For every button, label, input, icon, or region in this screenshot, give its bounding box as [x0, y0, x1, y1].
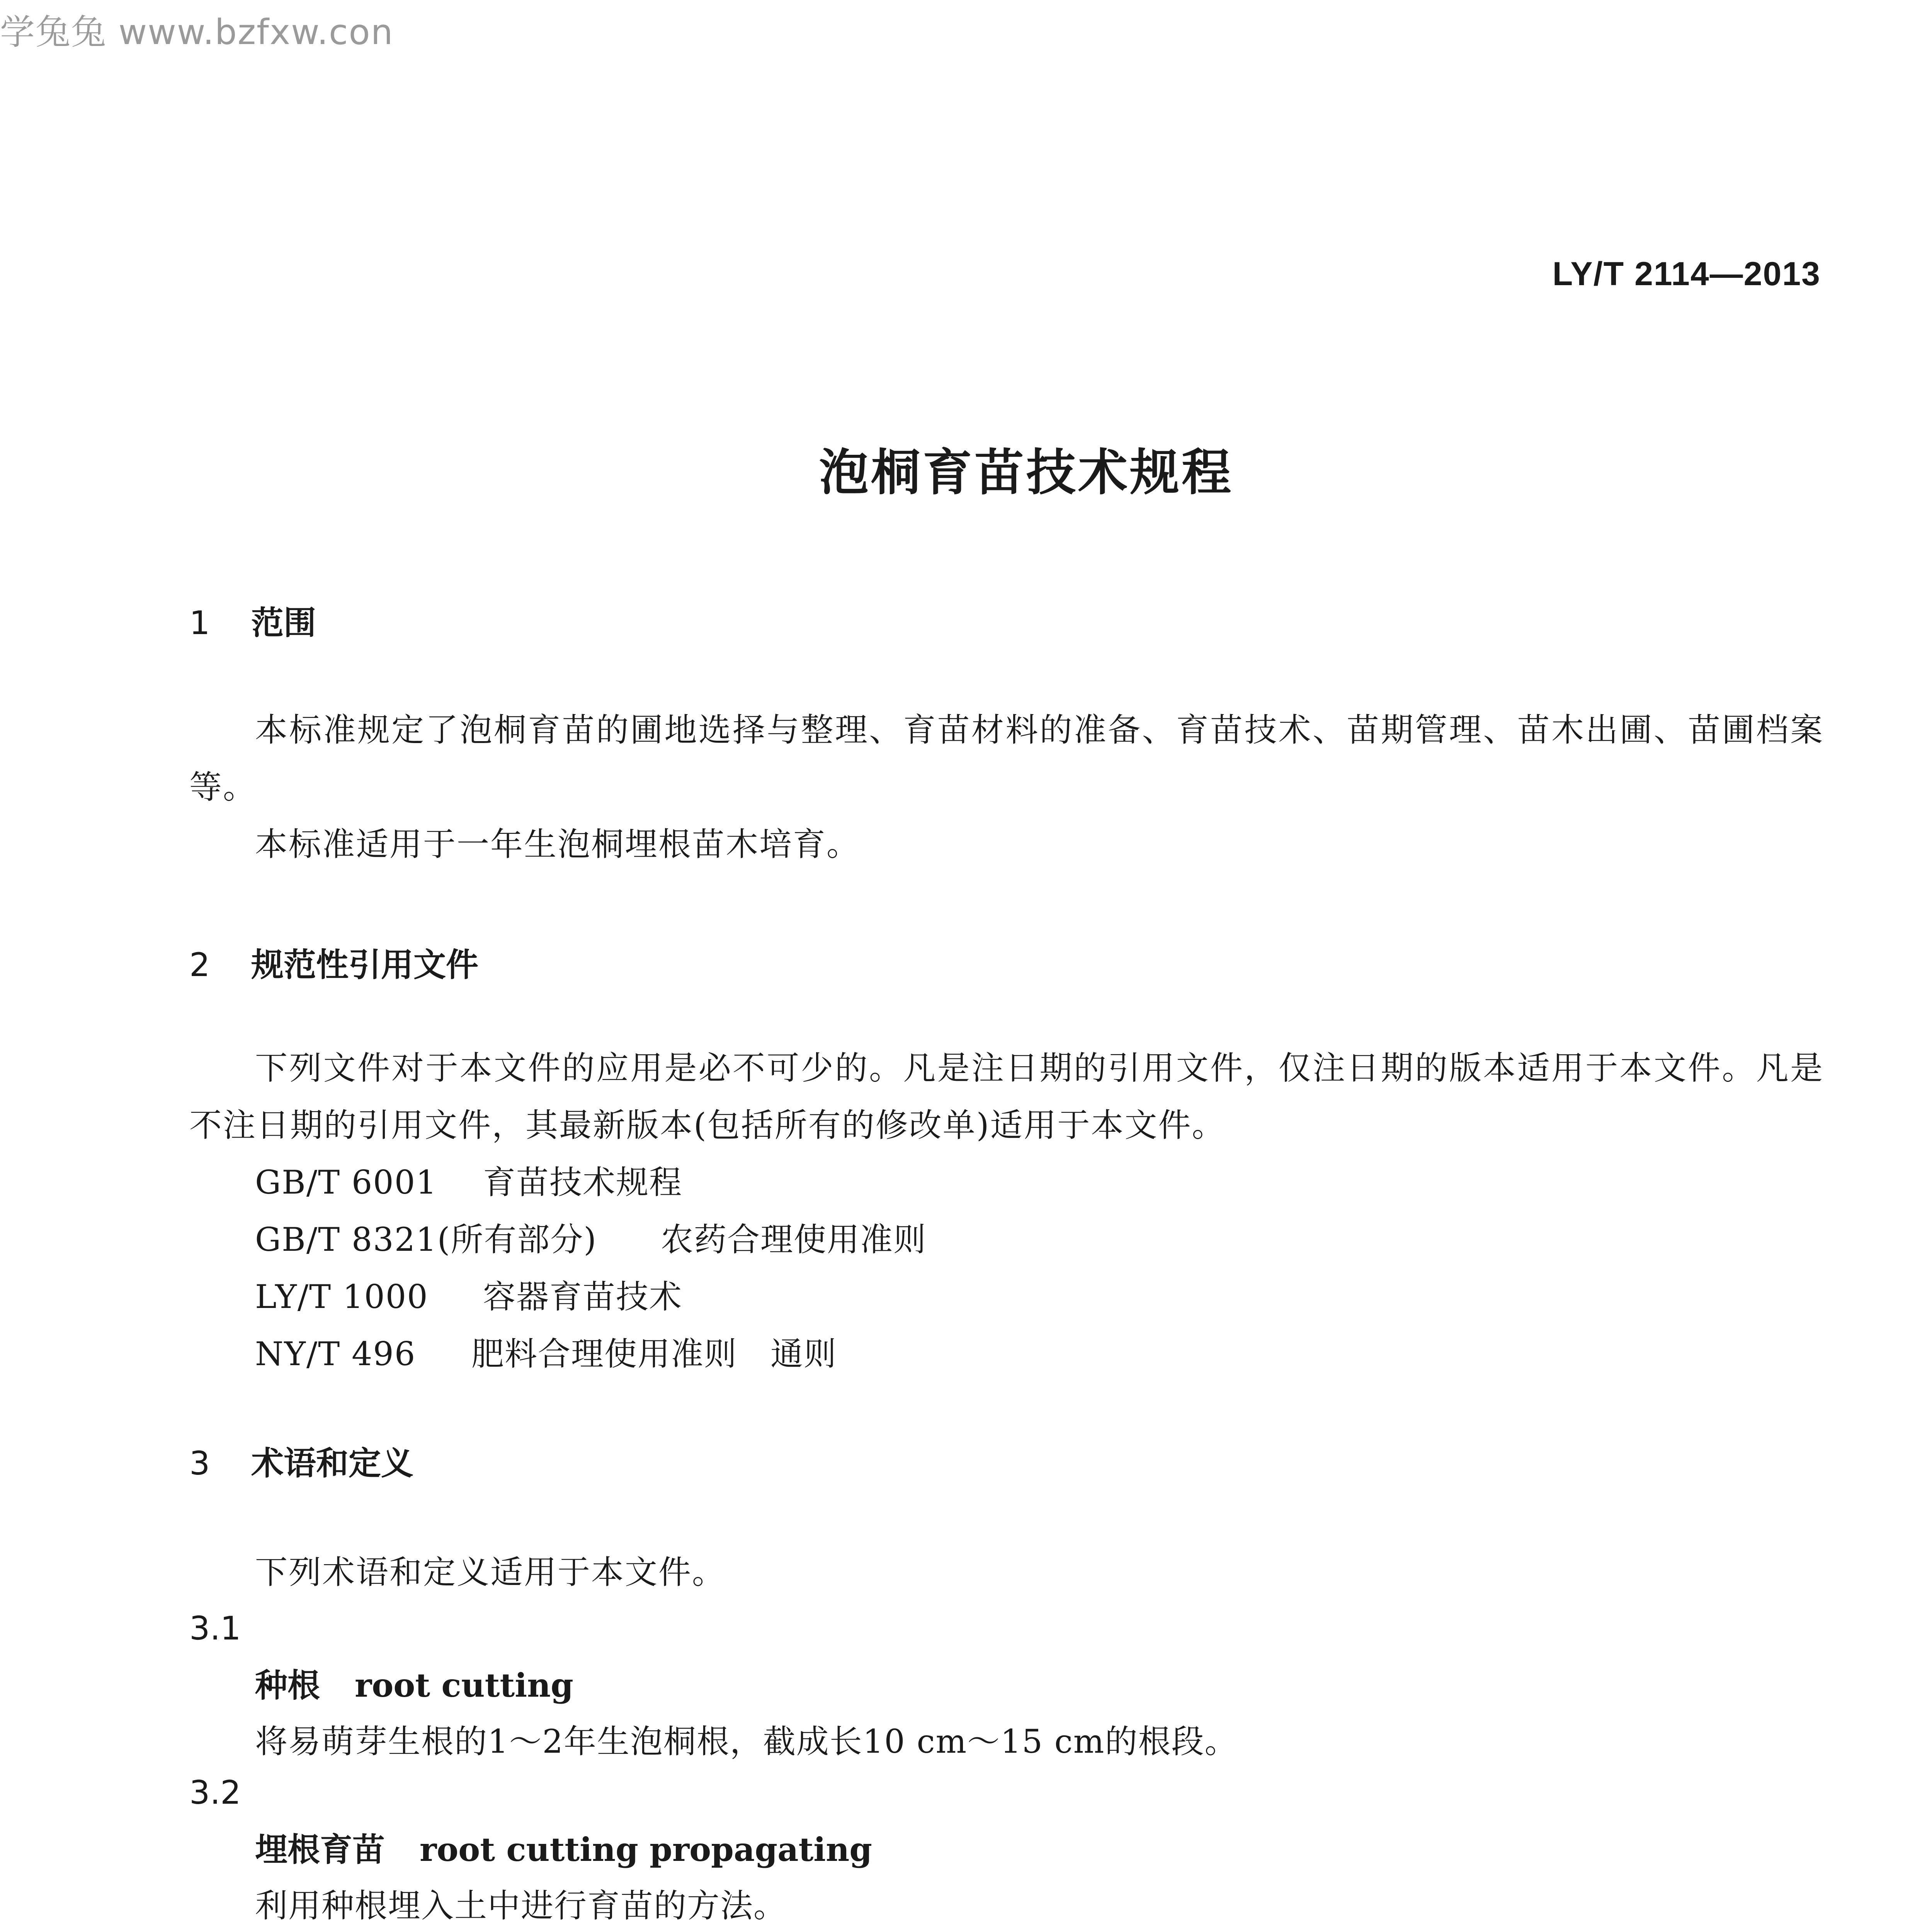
paragraph: 下列术语和定义适用于本文件。 [255, 1553, 726, 1591]
term-definition: 将易萌芽生根的1～2年生泡桐根，截成长10 cm～15 cm的根段。 [255, 1723, 1238, 1760]
section-2-body [189, 1039, 1824, 1383]
section-number: 3 [189, 1444, 210, 1482]
term-name [189, 1660, 1824, 1706]
term-name-en: root cutting propagating [420, 1830, 872, 1869]
section-title: 术语和定义 [251, 1444, 414, 1482]
term-3-2 [189, 1774, 1824, 1811]
reference-item [189, 1325, 1824, 1383]
standard-code: LY/T 2114—2013 [1552, 255, 1821, 293]
reference-code: LY/T 1000 [255, 1278, 429, 1316]
paragraph: 下列文件对于本文件的应用是必不可少的。凡是注日期的引用文件，仅注日期的版本适用于本文件。凡是不注日期的引用文件，其最新版本(包括所有的修改单)适用于本文件。 [189, 1049, 1824, 1144]
section-number: 2 [189, 946, 210, 984]
reference-name: 农药合理使用准则 [661, 1221, 927, 1259]
term-name [189, 1824, 1824, 1871]
reference-code: GB/T 8321(所有部分) [255, 1221, 597, 1259]
section-heading [189, 939, 1824, 986]
section-2 [189, 939, 1824, 986]
reference-item [189, 1268, 1824, 1325]
reference-name: 肥料合理使用准则 通则 [471, 1335, 837, 1373]
section-3 [189, 1437, 1824, 1484]
reference-item [189, 1211, 1824, 1268]
section-3-body [189, 1544, 1824, 1601]
reference-code: GB/T 6001 [255, 1163, 437, 1201]
term-3-2-def [189, 1880, 1824, 1927]
term-name-zh: 埋根育苗 [255, 1831, 385, 1869]
reference-code: NY/T 496 [255, 1335, 416, 1373]
term-name-en: root cutting [355, 1666, 573, 1704]
section-1-body [189, 701, 1824, 873]
section-heading [189, 597, 1824, 644]
document-title: 泡桐育苗技术规程 [819, 444, 1233, 502]
paragraph: 本标准规定了泡桐育苗的圃地选择与整理、育苗材料的准备、育苗技术、苗期管理、苗木出圃、苗圃档案等。 [189, 711, 1824, 806]
reference-name: 育苗技术规程 [483, 1163, 683, 1201]
term-3-1-def [189, 1716, 1824, 1762]
term-name-zh: 种根 [255, 1667, 320, 1704]
paragraph: 本标准适用于一年生泡桐埋根苗木培育。 [255, 825, 861, 863]
section-1 [189, 597, 1824, 644]
term-number: 3.1 [189, 1609, 241, 1647]
term-3-2-name [189, 1824, 1824, 1871]
term-number: 3.2 [189, 1774, 241, 1811]
watermark-text: 学兔兔 www.bzfxw.con [0, 12, 394, 53]
reference-item [189, 1154, 1824, 1211]
reference-name: 容器育苗技术 [483, 1278, 683, 1316]
section-number: 1 [189, 604, 210, 642]
term-3-1-name [189, 1660, 1824, 1706]
term-3-1 [189, 1609, 1824, 1647]
section-title: 范围 [251, 604, 316, 642]
section-heading [189, 1437, 1824, 1484]
term-definition: 利用种根埋入土中进行育苗的方法。 [255, 1887, 787, 1925]
section-title: 规范性引用文件 [251, 946, 479, 984]
